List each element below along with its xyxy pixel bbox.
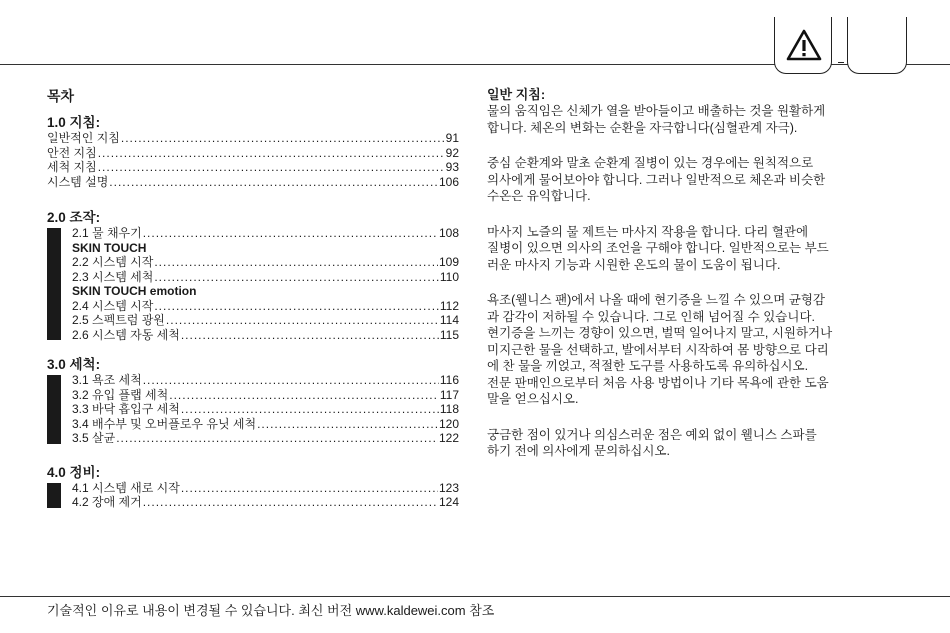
toc-entry[interactable]: 2.2 시스템 시작 ..... 109: [72, 255, 459, 270]
toc-entry[interactable]: 3.3 바닥 흡입구 세척 ..... 118: [72, 402, 459, 417]
footer-rule: [0, 596, 950, 597]
toc-section-heading: 4.0 정비:: [47, 464, 101, 480]
toc-entry[interactable]: 2.5 스펙트럼 광원 ..... 114: [72, 313, 459, 328]
paragraph: 궁금한 점이 있거나 의심스러운 점은 예외 없이 웰니스 스파를 하기 전에 의사에게 문의하십시오.: [487, 427, 817, 458]
footer-note: 기술적인 이유로 내용이 변경될 수 있습니다. 최신 버전 www.kaldewei.com 참조: [47, 603, 495, 618]
toc-section-heading: 2.0 조작:: [47, 210, 101, 225]
paragraph: 물의 움직임은 신체가 열을 받아들이고 배출하는 것을 원활하게 합니다. 체온의 변화는 순환을 자극합니다(심혈관계 자극).: [487, 104, 826, 135]
table-of-contents: [47, 87, 459, 510]
blank-tab: [847, 17, 907, 74]
toc-subheading: SKIN TOUCH: [72, 240, 147, 255]
toc-section-heading: 1.0 지침:: [47, 115, 101, 130]
section-marker-bar: [47, 375, 61, 444]
toc-entry[interactable]: 2.4 시스템 시작 ..... 112: [72, 299, 459, 314]
warning-triangle-icon: [786, 29, 822, 61]
toc-section-heading: 3.0 세척:: [47, 357, 101, 372]
section-marker-bar: [47, 228, 61, 340]
toc-entry[interactable]: 3.2 유입 플랩 세척 ..... 117: [72, 388, 459, 403]
paragraph: 마사지 노즐의 물 제트는 마사지 작용을 합니다. 다리 혈관에 질병이 있으면 의사의 조언을 구해야 합니다. 일반적으로는 부드 러운 마사지 기능과 시원한 온도의 물이 도움이 됩니다.: [487, 224, 829, 272]
toc-entry[interactable]: 4.1 시스템 새로 시작 ..... 123: [72, 481, 459, 496]
toc-section-items: [47, 226, 459, 342]
toc-entry[interactable]: 4.2 장애 제거 ..... 124: [72, 495, 459, 510]
toc-entry[interactable]: 세척 지침 ..... 93: [47, 160, 459, 175]
paragraph: 중심 순환계와 말초 순환계 질병이 있는 경우에는 원칙적으로 의사에게 물어보아야 합니다. 그러나 일반적으로 체온과 비슷한 수온은 유익합니다.: [487, 156, 826, 203]
toc-section-items: [47, 481, 459, 510]
toc-section-items: [47, 373, 459, 446]
toc-section-items: [47, 131, 459, 189]
toc-entry[interactable]: 2.6 시스템 자동 세척 ..... 115: [72, 328, 459, 343]
toc-subheading: SKIN TOUCH emotion: [72, 284, 197, 298]
toc-entry[interactable]: 2.1 물 채우기 ..... 108: [72, 226, 459, 241]
section-marker-bar: [47, 483, 61, 508]
toc-entry[interactable]: 일반적인 지침 ..... 91: [47, 131, 459, 146]
general-title: 일반 지침:: [487, 87, 546, 102]
toc-entry[interactable]: 3.1 욕조 세척 ..... 116: [72, 373, 459, 388]
toc-entry[interactable]: 3.4 배수부 및 오버플로우 유닛 세척 ..... 120: [72, 417, 459, 432]
toc-entry[interactable]: 시스템 설명 ..... 106: [47, 175, 459, 190]
toc-entry[interactable]: 3.5 살균 ..... 122: [72, 431, 459, 446]
toc-entry[interactable]: 2.3 시스템 세척 ..... 110: [72, 270, 459, 285]
general-instructions: [487, 87, 907, 479]
paragraph: 욕조(웰니스 팬)에서 나올 때에 현기증을 느낄 수 있으며 균형감 과 감각이 저하될 수 있습니다. 그로 인해 넘어질 수 있습니다. 현기증을 느끼는 경향이 있으면, 벌떡 일어나지 말고, 시원하거나 미지근한 물을 선택하고, 발에서부터 시작하여 몸 방향으로 다리 에 찬 물을 끼얹고, 적절한 도구를 사용하도록 유의하십시오. 전문 판매인으로부터 처음 사용 방법이나 기타 목욕에 관한 도움 말을 얻으십시오.: [487, 293, 833, 406]
tab-dash: [838, 62, 844, 63]
warning-tab: [774, 17, 832, 74]
toc-entry[interactable]: 안전 지침 ..... 92: [47, 146, 459, 161]
toc-title: 목차: [47, 88, 75, 104]
